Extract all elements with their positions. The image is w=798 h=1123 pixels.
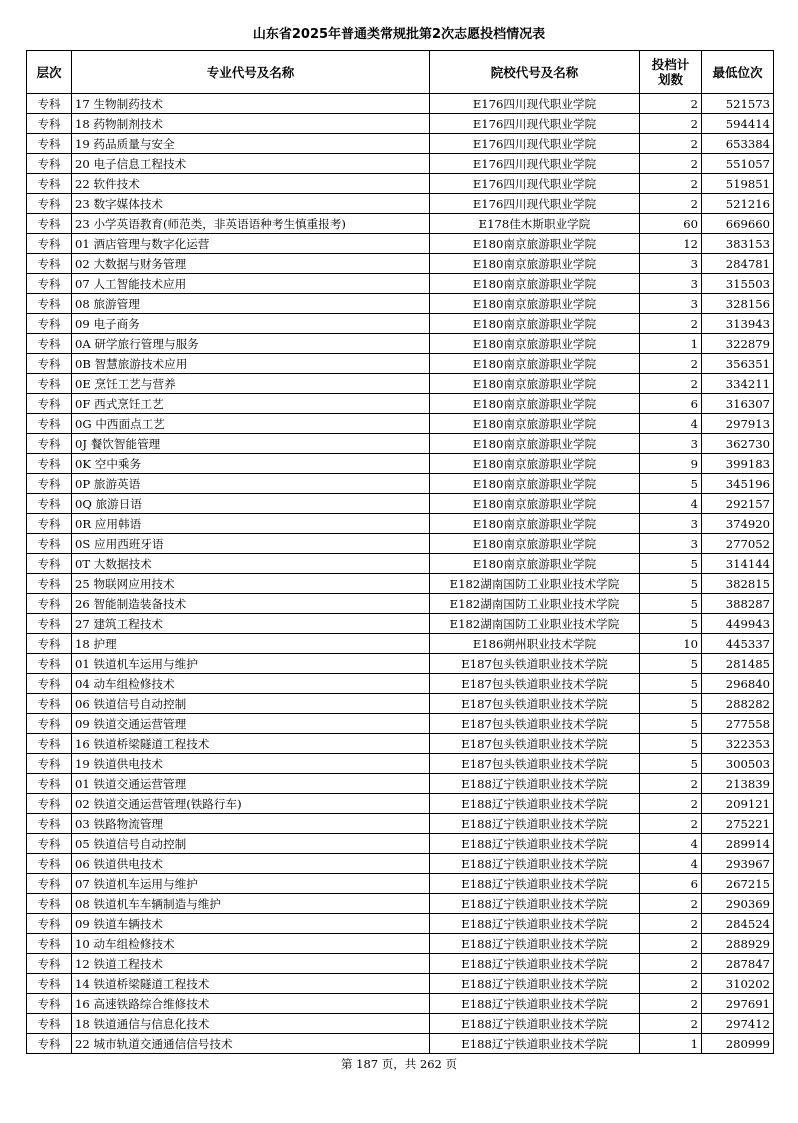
cell-plan: 5: [640, 474, 702, 494]
cell-school: E188辽宁铁道职业技术学院: [430, 1034, 640, 1054]
cell-school: E187包头铁道职业技术学院: [430, 694, 640, 714]
cell-school: E180南京旅游职业学院: [430, 394, 640, 414]
cell-level: 专科: [27, 654, 72, 674]
cell-level: 专科: [27, 414, 72, 434]
cell-rank: 277558: [702, 714, 774, 734]
cell-level: 专科: [27, 874, 72, 894]
cell-school: E188辽宁铁道职业技术学院: [430, 914, 640, 934]
cell-school: E180南京旅游职业学院: [430, 434, 640, 454]
cell-school: E187包头铁道职业技术学院: [430, 714, 640, 734]
cell-level: 专科: [27, 914, 72, 934]
cell-rank: 288282: [702, 694, 774, 714]
cell-rank: 551057: [702, 154, 774, 174]
cell-school: E188辽宁铁道职业技术学院: [430, 794, 640, 814]
cell-rank: 284781: [702, 254, 774, 274]
table-row: [27, 694, 774, 714]
cell-school: E180南京旅游职业学院: [430, 534, 640, 554]
cell-major: 23 小学英语教育(师范类，非英语语种考生慎重报考): [72, 214, 430, 234]
table-row: [27, 274, 774, 294]
cell-rank: 594414: [702, 114, 774, 134]
cell-major: 01 铁道交通运营管理: [72, 774, 430, 794]
cell-plan: 2: [640, 814, 702, 834]
table-row: [27, 734, 774, 754]
cell-major: 18 护理: [72, 634, 430, 654]
cell-school: E180南京旅游职业学院: [430, 314, 640, 334]
cell-level: 专科: [27, 214, 72, 234]
cell-level: 专科: [27, 774, 72, 794]
cell-level: 专科: [27, 794, 72, 814]
cell-rank: 287847: [702, 954, 774, 974]
cell-plan: 5: [640, 674, 702, 694]
cell-school: E188辽宁铁道职业技术学院: [430, 974, 640, 994]
cell-major: 14 铁道桥梁隧道工程技术: [72, 974, 430, 994]
table-row: [27, 674, 774, 694]
header-plan: [640, 51, 702, 94]
cell-level: 专科: [27, 514, 72, 534]
cell-school: E180南京旅游职业学院: [430, 514, 640, 534]
table-header-row: [27, 51, 774, 94]
cell-level: 专科: [27, 714, 72, 734]
cell-level: 专科: [27, 1014, 72, 1034]
cell-major: 25 物联网应用技术: [72, 574, 430, 594]
cell-plan: 2: [640, 954, 702, 974]
cell-rank: 449943: [702, 614, 774, 634]
cell-school: E180南京旅游职业学院: [430, 474, 640, 494]
cell-rank: 275221: [702, 814, 774, 834]
cell-level: 专科: [27, 94, 72, 114]
cell-plan: 2: [640, 774, 702, 794]
cell-plan: 2: [640, 194, 702, 214]
cell-level: 专科: [27, 814, 72, 834]
cell-major: 0F 西式烹饪工艺: [72, 394, 430, 414]
cell-rank: 653384: [702, 134, 774, 154]
table-row: [27, 994, 774, 1014]
cell-plan: 5: [640, 554, 702, 574]
table-row: [27, 834, 774, 854]
cell-plan: 2: [640, 974, 702, 994]
cell-major: 01 铁道机车运用与维护: [72, 654, 430, 674]
cell-rank: 521216: [702, 194, 774, 214]
cell-school: E187包头铁道职业技术学院: [430, 654, 640, 674]
admission-table: [26, 50, 774, 1054]
table-row: [27, 894, 774, 914]
cell-rank: 388287: [702, 594, 774, 614]
page-title: 山东省2025年普通类常规批第2次志愿投档情况表: [252, 27, 546, 42]
table-row: [27, 714, 774, 734]
cell-major: 09 电子商务: [72, 314, 430, 334]
cell-school: E188辽宁铁道职业技术学院: [430, 874, 640, 894]
cell-level: 专科: [27, 734, 72, 754]
table-row: [27, 454, 774, 474]
cell-major: 07 铁道机车运用与维护: [72, 874, 430, 894]
cell-rank: 399183: [702, 454, 774, 474]
cell-rank: 383153: [702, 234, 774, 254]
cell-school: E182湖南国防工业职业技术学院: [430, 614, 640, 634]
cell-school: E188辽宁铁道职业技术学院: [430, 994, 640, 1014]
cell-school: E188辽宁铁道职业技术学院: [430, 894, 640, 914]
cell-level: 专科: [27, 314, 72, 334]
table-row: [27, 534, 774, 554]
header-school: 院校代号及名称: [430, 51, 640, 94]
cell-rank: 669660: [702, 214, 774, 234]
cell-plan: 2: [640, 914, 702, 934]
cell-level: 专科: [27, 174, 72, 194]
cell-major: 16 高速铁路综合维修技术: [72, 994, 430, 1014]
cell-major: 18 药物制剂技术: [72, 114, 430, 134]
cell-major: 27 建筑工程技术: [72, 614, 430, 634]
cell-school: E176四川现代职业学院: [430, 154, 640, 174]
cell-school: E180南京旅游职业学院: [430, 494, 640, 514]
table-row: [27, 1034, 774, 1054]
cell-major: 02 铁道交通运营管理(铁路行车): [72, 794, 430, 814]
cell-school: E187包头铁道职业技术学院: [430, 734, 640, 754]
table-row: [27, 114, 774, 134]
cell-rank: 362730: [702, 434, 774, 454]
cell-plan: 3: [640, 294, 702, 314]
cell-level: 专科: [27, 474, 72, 494]
cell-major: 0Q 旅游日语: [72, 494, 430, 514]
cell-rank: 519851: [702, 174, 774, 194]
cell-level: 专科: [27, 454, 72, 474]
cell-plan: 4: [640, 414, 702, 434]
cell-major: 0G 中西面点工艺: [72, 414, 430, 434]
header-plan-label: 投档计划数: [651, 57, 690, 87]
cell-plan: 5: [640, 654, 702, 674]
cell-rank: 322879: [702, 334, 774, 354]
cell-level: 专科: [27, 114, 72, 134]
cell-level: 专科: [27, 614, 72, 634]
cell-plan: 60: [640, 214, 702, 234]
cell-plan: 5: [640, 714, 702, 734]
table-row: [27, 94, 774, 114]
cell-school: E176四川现代职业学院: [430, 114, 640, 134]
cell-plan: 2: [640, 134, 702, 154]
cell-level: 专科: [27, 934, 72, 954]
cell-rank: 296840: [702, 674, 774, 694]
cell-rank: 281485: [702, 654, 774, 674]
cell-major: 22 城市轨道交通通信信号技术: [72, 1034, 430, 1054]
cell-school: E176四川现代职业学院: [430, 134, 640, 154]
table-row: [27, 254, 774, 274]
cell-plan: 3: [640, 434, 702, 454]
cell-major: 04 动车组检修技术: [72, 674, 430, 694]
cell-plan: 5: [640, 574, 702, 594]
cell-school: E187包头铁道职业技术学院: [430, 674, 640, 694]
cell-plan: 5: [640, 594, 702, 614]
cell-level: 专科: [27, 434, 72, 454]
cell-rank: 322353: [702, 734, 774, 754]
cell-level: 专科: [27, 594, 72, 614]
cell-plan: 2: [640, 1014, 702, 1034]
cell-level: 专科: [27, 234, 72, 254]
cell-level: 专科: [27, 274, 72, 294]
cell-rank: 289914: [702, 834, 774, 854]
cell-school: E188辽宁铁道职业技术学院: [430, 934, 640, 954]
cell-school: E180南京旅游职业学院: [430, 374, 640, 394]
cell-major: 0T 大数据技术: [72, 554, 430, 574]
cell-major: 0K 空中乘务: [72, 454, 430, 474]
header-rank: 最低位次: [702, 51, 774, 94]
cell-level: 专科: [27, 754, 72, 774]
table-row: [27, 954, 774, 974]
cell-rank: 310202: [702, 974, 774, 994]
table-row: [27, 574, 774, 594]
cell-major: 08 铁道机车车辆制造与维护: [72, 894, 430, 914]
header-major: 专业代号及名称: [72, 51, 430, 94]
cell-major: 0P 旅游英语: [72, 474, 430, 494]
cell-school: E180南京旅游职业学院: [430, 334, 640, 354]
cell-level: 专科: [27, 994, 72, 1014]
cell-plan: 5: [640, 614, 702, 634]
cell-school: E176四川现代职业学院: [430, 94, 640, 114]
cell-school: E178佳木斯职业学院: [430, 214, 640, 234]
cell-plan: 2: [640, 94, 702, 114]
table-row: [27, 134, 774, 154]
table-row: [27, 654, 774, 674]
table-row: [27, 934, 774, 954]
cell-major: 06 铁道信号自动控制: [72, 694, 430, 714]
cell-rank: 300503: [702, 754, 774, 774]
cell-major: 02 大数据与财务管理: [72, 254, 430, 274]
table-row: [27, 774, 774, 794]
cell-level: 专科: [27, 494, 72, 514]
table-row: [27, 914, 774, 934]
cell-plan: 3: [640, 274, 702, 294]
cell-school: E188辽宁铁道职业技术学院: [430, 854, 640, 874]
cell-plan: 2: [640, 154, 702, 174]
cell-major: 05 铁道信号自动控制: [72, 834, 430, 854]
cell-plan: 2: [640, 794, 702, 814]
cell-major: 03 铁路物流管理: [72, 814, 430, 834]
table-row: [27, 514, 774, 534]
cell-plan: 5: [640, 694, 702, 714]
cell-major: 06 铁道供电技术: [72, 854, 430, 874]
cell-level: 专科: [27, 334, 72, 354]
cell-major: 19 铁道供电技术: [72, 754, 430, 774]
cell-rank: 345196: [702, 474, 774, 494]
cell-school: E180南京旅游职业学院: [430, 294, 640, 314]
cell-plan: 10: [640, 634, 702, 654]
cell-plan: 3: [640, 534, 702, 554]
cell-plan: 1: [640, 1034, 702, 1054]
cell-major: 20 电子信息工程技术: [72, 154, 430, 174]
cell-rank: 284524: [702, 914, 774, 934]
cell-school: E188辽宁铁道职业技术学院: [430, 954, 640, 974]
table-row: [27, 494, 774, 514]
cell-major: 0A 研学旅行管理与服务: [72, 334, 430, 354]
cell-rank: 293967: [702, 854, 774, 874]
cell-school: E180南京旅游职业学院: [430, 274, 640, 294]
cell-plan: 2: [640, 994, 702, 1014]
table-row: [27, 314, 774, 334]
cell-major: 09 铁道交通运营管理: [72, 714, 430, 734]
cell-plan: 2: [640, 174, 702, 194]
cell-major: 10 动车组检修技术: [72, 934, 430, 954]
cell-rank: 334211: [702, 374, 774, 394]
table-row: [27, 974, 774, 994]
cell-rank: 297913: [702, 414, 774, 434]
cell-plan: 2: [640, 374, 702, 394]
page-footer: 第 187 页，共 262 页: [340, 1057, 458, 1071]
table-row: [27, 614, 774, 634]
table-row: [27, 334, 774, 354]
table-row: [27, 874, 774, 894]
cell-plan: 5: [640, 734, 702, 754]
cell-major: 08 旅游管理: [72, 294, 430, 314]
cell-plan: 4: [640, 494, 702, 514]
table-row: [27, 474, 774, 494]
cell-level: 专科: [27, 954, 72, 974]
cell-rank: 213839: [702, 774, 774, 794]
cell-school: E186朔州职业技术学院: [430, 634, 640, 654]
cell-plan: 9: [640, 454, 702, 474]
cell-major: 07 人工智能技术应用: [72, 274, 430, 294]
table-row: [27, 174, 774, 194]
cell-rank: 288929: [702, 934, 774, 954]
cell-major: 0B 智慧旅游技术应用: [72, 354, 430, 374]
table-row: [27, 234, 774, 254]
cell-rank: 313943: [702, 314, 774, 334]
cell-plan: 4: [640, 834, 702, 854]
cell-major: 22 软件技术: [72, 174, 430, 194]
cell-major: 0J 餐饮智能管理: [72, 434, 430, 454]
table-row: [27, 554, 774, 574]
cell-plan: 3: [640, 514, 702, 534]
cell-level: 专科: [27, 394, 72, 414]
cell-rank: 297412: [702, 1014, 774, 1034]
cell-rank: 445337: [702, 634, 774, 654]
cell-school: E180南京旅游职业学院: [430, 554, 640, 574]
cell-rank: 314144: [702, 554, 774, 574]
cell-plan: 1: [640, 334, 702, 354]
cell-plan: 2: [640, 894, 702, 914]
cell-major: 0S 应用西班牙语: [72, 534, 430, 554]
cell-rank: 374920: [702, 514, 774, 534]
cell-level: 专科: [27, 254, 72, 274]
cell-level: 专科: [27, 854, 72, 874]
cell-major: 12 铁道工程技术: [72, 954, 430, 974]
cell-school: E176四川现代职业学院: [430, 174, 640, 194]
table-row: [27, 194, 774, 214]
cell-level: 专科: [27, 374, 72, 394]
cell-school: E180南京旅游职业学院: [430, 454, 640, 474]
cell-rank: 316307: [702, 394, 774, 414]
table-row: [27, 814, 774, 834]
cell-major: 0E 烹饪工艺与营养: [72, 374, 430, 394]
table-row: [27, 1014, 774, 1034]
table-row: [27, 354, 774, 374]
cell-level: 专科: [27, 154, 72, 174]
cell-plan: 2: [640, 314, 702, 334]
table-row: [27, 594, 774, 614]
header-level: 层次: [27, 51, 72, 94]
cell-rank: 382815: [702, 574, 774, 594]
cell-school: E180南京旅游职业学院: [430, 254, 640, 274]
cell-level: 专科: [27, 354, 72, 374]
cell-level: 专科: [27, 834, 72, 854]
cell-rank: 328156: [702, 294, 774, 314]
cell-level: 专科: [27, 574, 72, 594]
cell-plan: 4: [640, 854, 702, 874]
cell-school: E188辽宁铁道职业技术学院: [430, 834, 640, 854]
table-row: [27, 214, 774, 234]
cell-school: E188辽宁铁道职业技术学院: [430, 1014, 640, 1034]
table-body: [27, 94, 774, 1054]
cell-major: 26 智能制造装备技术: [72, 594, 430, 614]
cell-plan: 5: [640, 754, 702, 774]
table-row: [27, 414, 774, 434]
table-row: [27, 754, 774, 774]
cell-rank: 356351: [702, 354, 774, 374]
table-row: [27, 434, 774, 454]
cell-level: 专科: [27, 894, 72, 914]
cell-major: 18 铁道通信与信息化技术: [72, 1014, 430, 1034]
cell-school: E180南京旅游职业学院: [430, 234, 640, 254]
cell-rank: 315503: [702, 274, 774, 294]
cell-rank: 280999: [702, 1034, 774, 1054]
cell-rank: 521573: [702, 94, 774, 114]
cell-level: 专科: [27, 1034, 72, 1054]
table-row: [27, 294, 774, 314]
table-row: [27, 394, 774, 414]
cell-level: 专科: [27, 554, 72, 574]
cell-major: 16 铁道桥梁隧道工程技术: [72, 734, 430, 754]
cell-level: 专科: [27, 634, 72, 654]
cell-school: E188辽宁铁道职业技术学院: [430, 774, 640, 794]
cell-school: E180南京旅游职业学院: [430, 414, 640, 434]
cell-level: 专科: [27, 674, 72, 694]
cell-plan: 12: [640, 234, 702, 254]
cell-major: 0R 应用韩语: [72, 514, 430, 534]
cell-level: 专科: [27, 974, 72, 994]
cell-school: E180南京旅游职业学院: [430, 354, 640, 374]
cell-plan: 2: [640, 934, 702, 954]
cell-major: 23 数字媒体技术: [72, 194, 430, 214]
cell-plan: 6: [640, 394, 702, 414]
cell-rank: 277052: [702, 534, 774, 554]
cell-rank: 290369: [702, 894, 774, 914]
cell-major: 17 生物制药技术: [72, 94, 430, 114]
cell-level: 专科: [27, 534, 72, 554]
cell-major: 19 药品质量与安全: [72, 134, 430, 154]
cell-level: 专科: [27, 194, 72, 214]
cell-rank: 292157: [702, 494, 774, 514]
cell-school: E176四川现代职业学院: [430, 194, 640, 214]
cell-rank: 267215: [702, 874, 774, 894]
table-row: [27, 854, 774, 874]
table-row: [27, 794, 774, 814]
cell-major: 09 铁道车辆技术: [72, 914, 430, 934]
cell-school: E182湖南国防工业职业技术学院: [430, 594, 640, 614]
cell-rank: 297691: [702, 994, 774, 1014]
cell-school: E187包头铁道职业技术学院: [430, 754, 640, 774]
cell-major: 01 酒店管理与数字化运营: [72, 234, 430, 254]
cell-plan: 2: [640, 354, 702, 374]
cell-school: E182湖南国防工业职业技术学院: [430, 574, 640, 594]
table-row: [27, 374, 774, 394]
cell-rank: 209121: [702, 794, 774, 814]
cell-level: 专科: [27, 294, 72, 314]
cell-level: 专科: [27, 694, 72, 714]
table-row: [27, 154, 774, 174]
cell-level: 专科: [27, 134, 72, 154]
cell-plan: 3: [640, 254, 702, 274]
cell-plan: 6: [640, 874, 702, 894]
cell-plan: 2: [640, 114, 702, 134]
cell-school: E188辽宁铁道职业技术学院: [430, 814, 640, 834]
table-row: [27, 634, 774, 654]
